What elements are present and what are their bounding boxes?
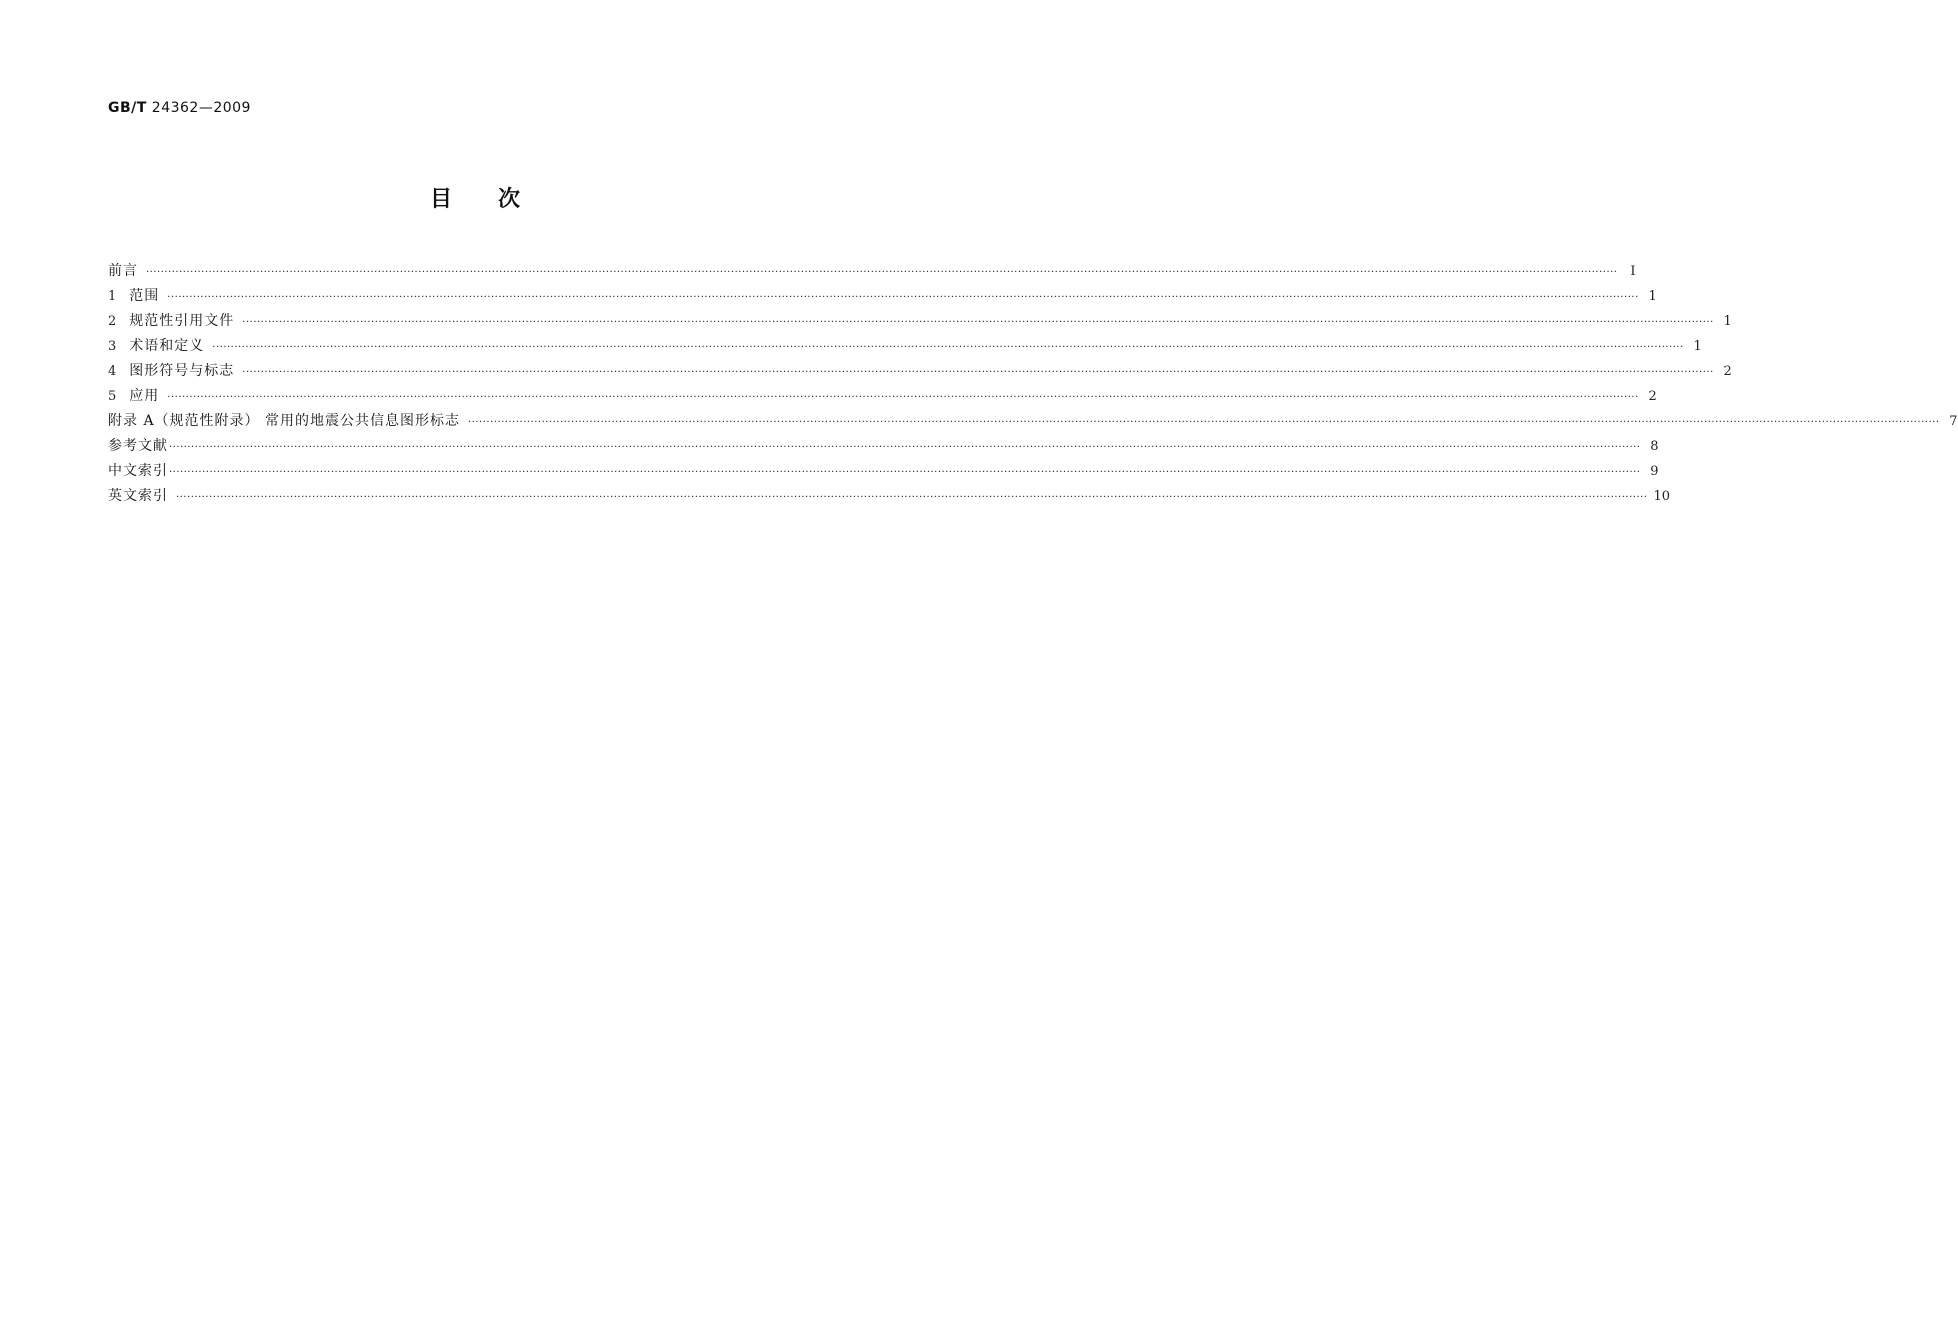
toc-leader-dots: ················································································································································································································································································································································································································	[468, 417, 1940, 428]
toc-entry-page: 1	[1648, 289, 1657, 304]
toc-entry-page: 1	[1723, 314, 1732, 329]
toc-leader-dots: ················································································································································································································································································································································································································	[167, 292, 1639, 303]
toc-entry-title: 前言	[108, 263, 138, 279]
toc-entry[interactable]	[108, 434, 1659, 459]
toc-entry-title: 中文索引	[108, 463, 168, 479]
toc-entry[interactable]	[108, 409, 1958, 434]
toc-entry[interactable]	[108, 359, 1732, 384]
toc-entry[interactable]	[108, 384, 1657, 409]
toc-entry-page: 2	[1723, 364, 1732, 379]
toc-entry-page: 9	[1650, 464, 1659, 479]
toc-entry-page: 2	[1648, 389, 1657, 404]
toc-entry[interactable]	[108, 484, 1671, 509]
toc-entry[interactable]	[108, 459, 1659, 484]
toc-leader-dots: ················································································································································································································································································································································································································	[169, 442, 1641, 453]
toc-entry-number: 4	[108, 364, 117, 379]
toc-entry-page: 10	[1653, 489, 1671, 504]
toc-entry[interactable]	[108, 334, 1702, 359]
toc-leader-dots: ················································································································································································································································································································································································································	[169, 467, 1641, 478]
toc-leader-dots: ················································································································································································································································································································································································································	[242, 367, 1714, 378]
toc-leader-dots: ················································································································································································································································································································································································································	[146, 267, 1618, 278]
page-title: 目次	[429, 187, 566, 212]
toc-entry[interactable]	[108, 309, 1732, 334]
toc-entry-page: 7	[1949, 414, 1958, 429]
toc-entry-title: 范围	[129, 288, 160, 304]
toc-leader-dots: ················································································································································································································································································································································································································	[176, 492, 1648, 503]
toc-entry-title: 应用	[129, 388, 160, 404]
toc-entry[interactable]	[108, 259, 1636, 284]
toc-entry-number: 5	[108, 389, 117, 404]
table-of-contents	[108, 259, 1958, 509]
toc-entry-number: 1	[108, 289, 117, 304]
toc-entry-title: 规范性引用文件	[129, 313, 235, 329]
standard-number: 24362—2009	[151, 100, 251, 116]
toc-entry-title: 图形符号与标志	[129, 363, 235, 379]
toc-entry-title: 附录 A（规范性附录） 常用的地震公共信息图形标志	[108, 413, 461, 429]
toc-entry-page: 1	[1693, 339, 1702, 354]
toc-entry[interactable]	[108, 284, 1657, 309]
toc-leader-dots: ················································································································································································································································································································································································································	[167, 392, 1639, 403]
toc-entry-title: 英文索引	[108, 488, 168, 504]
toc-entry-title: 术语和定义	[129, 338, 205, 354]
toc-leader-dots: ················································································································································································································································································································································································································	[212, 342, 1684, 353]
standard-code	[108, 100, 251, 116]
toc-entry-title: 参考文献	[108, 438, 168, 454]
toc-entry-number: 3	[108, 339, 117, 354]
toc-entry-number: 2	[108, 314, 117, 329]
toc-entry-page: Ⅰ	[1630, 264, 1636, 279]
toc-entry-page: 8	[1650, 439, 1659, 454]
standard-prefix: GB/T	[108, 100, 147, 116]
toc-leader-dots: ················································································································································································································································································································································································································	[242, 317, 1714, 328]
